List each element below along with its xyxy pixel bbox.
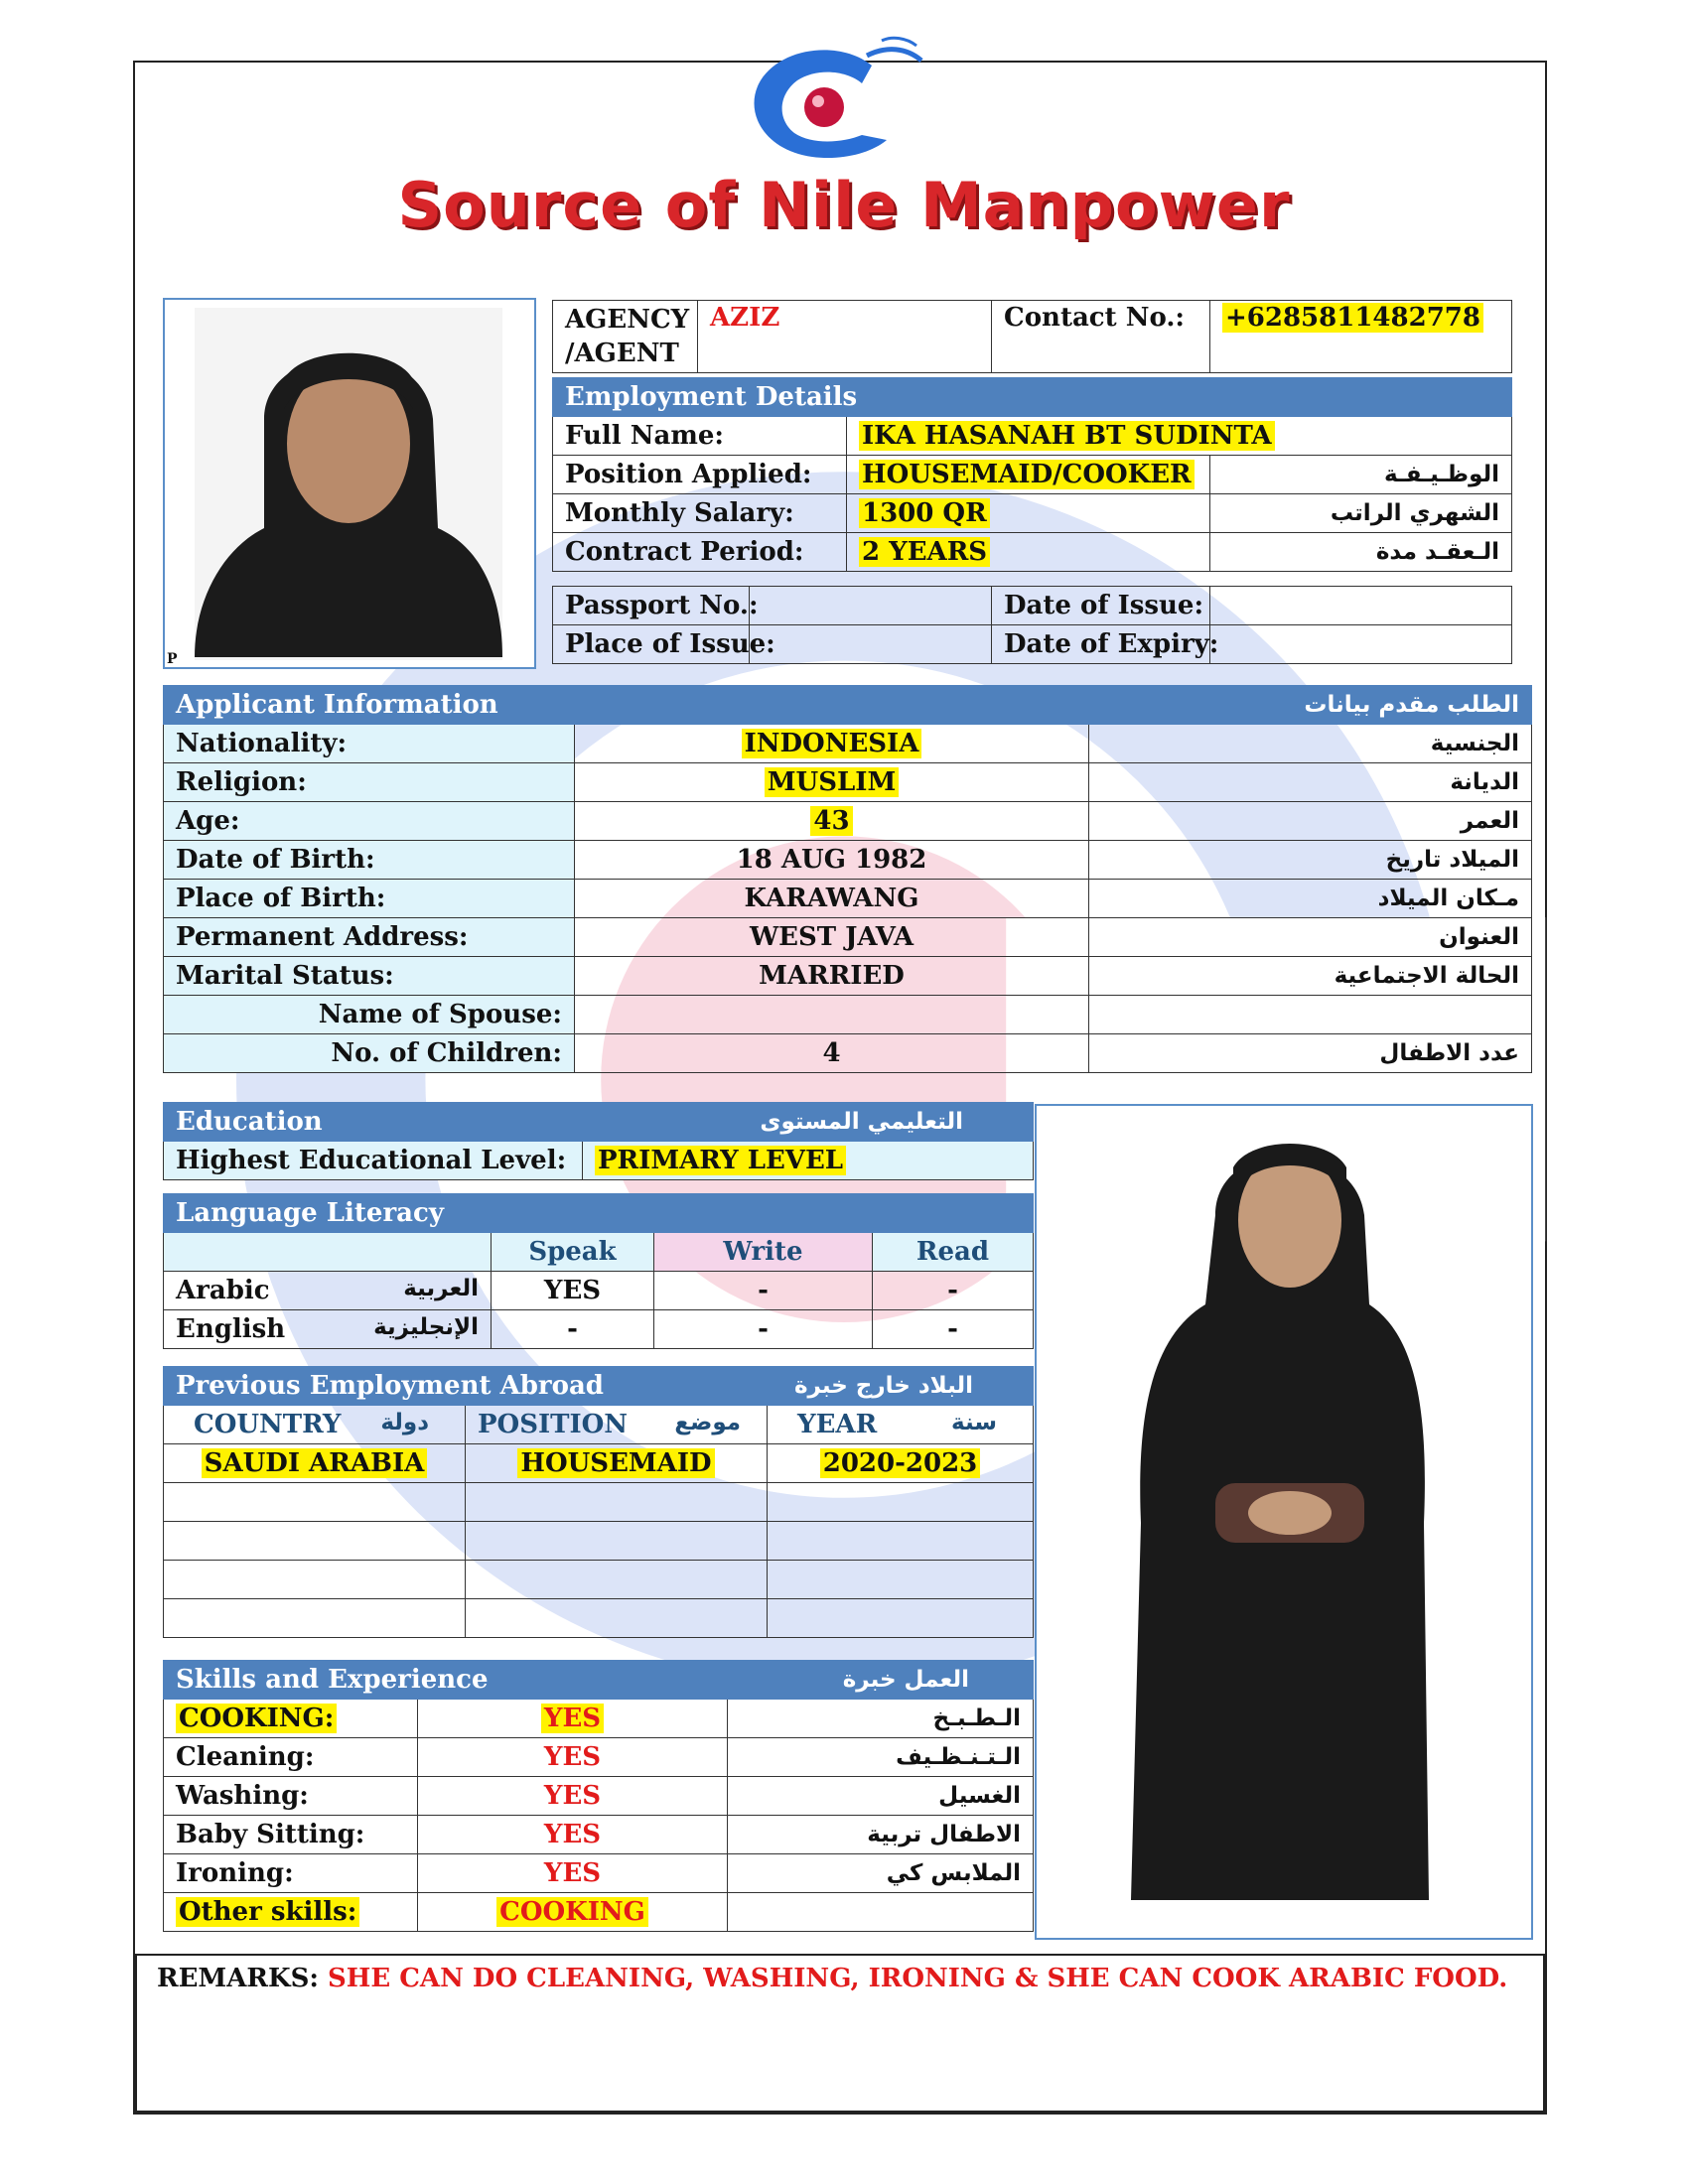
applicant-row (164, 763, 1532, 802)
position-value: HOUSEMAID/COOKER (847, 456, 1210, 494)
place-issue-label: Place of Issue: (553, 625, 750, 664)
language-write: - (654, 1272, 873, 1310)
applicant-arabic: مـكان الميلاد (1089, 880, 1532, 918)
brand-title: Source of Nile Manpower (397, 169, 1291, 241)
remarks-text: SHE CAN DO CLEANING, WASHING, IRONING & SHE CAN COOK ARABIC FOOD. (328, 1964, 1508, 1993)
skill-row (164, 1738, 1034, 1777)
contract-value: 2 YEARS (847, 533, 1210, 572)
contract-arabic: الـعقـد مدة (1210, 533, 1512, 572)
skills-header-arabic: العمل خبرة (728, 1661, 1034, 1700)
skill-label: Baby Sitting: (164, 1816, 418, 1854)
language-read: - (873, 1310, 1034, 1349)
skill-value: YES (418, 1854, 728, 1893)
language-write: - (654, 1310, 873, 1349)
previous-employment-table (163, 1366, 1034, 1638)
col-country: COUNTRY دولة (164, 1406, 466, 1444)
col-speak: Speak (492, 1233, 654, 1272)
language-name: English الإنجليزية (164, 1310, 492, 1349)
education-header-arabic: التعليمي المستوى (583, 1103, 1034, 1142)
applicant-value: MUSLIM (575, 763, 1089, 802)
previous-row (164, 1444, 1034, 1483)
remarks-label: REMARKS: (157, 1964, 319, 1993)
agency-table (552, 300, 1512, 373)
applicant-value: KARAWANG (575, 880, 1089, 918)
expiry-value (1210, 625, 1512, 664)
language-speak: - (492, 1310, 654, 1349)
person-full-body-icon (1037, 1106, 1531, 1938)
applicant-value (575, 996, 1089, 1034)
previous-year (768, 1483, 1034, 1522)
applicant-value: WEST JAVA (575, 918, 1089, 957)
col-write: Write (654, 1233, 873, 1272)
education-level-label: Highest Educational Level: (164, 1142, 583, 1180)
previous-position (466, 1561, 768, 1599)
place-issue-value (750, 625, 992, 664)
language-row (164, 1272, 1034, 1310)
previous-row (164, 1522, 1034, 1561)
skill-value: YES (418, 1700, 728, 1738)
skill-arabic: الـطـبـخ (728, 1700, 1034, 1738)
full-name-value: IKA HASANAH BT SUDINTA (847, 417, 1512, 456)
applicant-label: Marital Status: (164, 957, 575, 996)
applicant-arabic: عدد الاطفال (1089, 1034, 1532, 1073)
skill-value: YES (418, 1738, 728, 1777)
passport-no-value (750, 587, 992, 625)
education-header: Education (164, 1103, 583, 1142)
applicant-photo-small (163, 298, 536, 669)
previous-row (164, 1599, 1034, 1638)
skill-value: COOKING (418, 1893, 728, 1932)
applicant-row (164, 802, 1532, 841)
skills-table (163, 1660, 1034, 1932)
applicant-arabic: الجنسية (1089, 725, 1532, 763)
applicant-label: Place of Birth: (164, 880, 575, 918)
position-label: Position Applied: (553, 456, 847, 494)
skill-row (164, 1893, 1034, 1932)
applicant-label: Age: (164, 802, 575, 841)
skill-label: COOKING: (164, 1700, 418, 1738)
applicant-label: Name of Spouse: (164, 996, 575, 1034)
applicant-arabic: الحالة الاجتماعية (1089, 957, 1532, 996)
col-year: YEAR سنة (768, 1406, 1034, 1444)
skill-arabic: الملابس كي (728, 1854, 1034, 1893)
applicant-arabic: الديانة (1089, 763, 1532, 802)
language-table (163, 1193, 1034, 1349)
employment-header: Employment Details (553, 378, 1512, 417)
applicant-arabic: الميلاد تاريخ (1089, 841, 1532, 880)
issue-date-value (1210, 587, 1512, 625)
language-name: Arabic العربية (164, 1272, 492, 1310)
skill-label: Washing: (164, 1777, 418, 1816)
skill-arabic: الغسيل (728, 1777, 1034, 1816)
applicant-value: 43 (575, 802, 1089, 841)
previous-year (768, 1561, 1034, 1599)
applicant-label: Religion: (164, 763, 575, 802)
previous-country (164, 1522, 466, 1561)
passport-table (552, 586, 1512, 664)
skill-arabic: الاطفال تربية (728, 1816, 1034, 1854)
applicant-row (164, 880, 1532, 918)
applicant-label: Date of Birth: (164, 841, 575, 880)
contact-label: Contact No.: (992, 301, 1210, 373)
skill-row (164, 1854, 1034, 1893)
previous-year (768, 1599, 1034, 1638)
skill-label: Ironing: (164, 1854, 418, 1893)
education-level-value: PRIMARY LEVEL (583, 1142, 1034, 1180)
skill-row (164, 1777, 1034, 1816)
applicant-arabic: العنوان (1089, 918, 1532, 957)
language-row (164, 1310, 1034, 1349)
previous-year (768, 1522, 1034, 1561)
previous-position (466, 1522, 768, 1561)
education-table (163, 1102, 1034, 1180)
skill-label: Cleaning: (164, 1738, 418, 1777)
previous-year: 2020-2023 (768, 1444, 1034, 1483)
contract-label: Contract Period: (553, 533, 847, 572)
applicant-row (164, 1034, 1532, 1073)
previous-position (466, 1599, 768, 1638)
previous-row (164, 1483, 1034, 1522)
applicant-header: Applicant Information (164, 686, 1089, 725)
agency-label: AGENCY /AGENT (553, 301, 698, 373)
language-read: - (873, 1272, 1034, 1310)
applicant-row (164, 918, 1532, 957)
photo-caption: P (167, 651, 178, 667)
skill-row (164, 1700, 1034, 1738)
skill-arabic (728, 1893, 1034, 1932)
previous-header: Previous Employment Abroad (164, 1367, 768, 1406)
contact-value: +6285811482778 (1210, 301, 1512, 373)
previous-header-arabic: البلاد خارج خبرة (768, 1367, 1034, 1406)
previous-position (466, 1483, 768, 1522)
col-position: POSITION موضع (466, 1406, 768, 1444)
previous-country: SAUDI ARABIA (164, 1444, 466, 1483)
col-read: Read (873, 1233, 1034, 1272)
previous-country (164, 1561, 466, 1599)
applicant-row (164, 725, 1532, 763)
applicant-table (163, 685, 1532, 1073)
applicant-arabic (1089, 996, 1532, 1034)
applicant-value: 4 (575, 1034, 1089, 1073)
applicant-value: 18 AUG 1982 (575, 841, 1089, 880)
issue-date-label: Date of Issue: (992, 587, 1210, 625)
applicant-row (164, 841, 1532, 880)
applicant-photo-full (1035, 1104, 1533, 1940)
expiry-label: Date of Expiry: (992, 625, 1210, 664)
previous-country (164, 1483, 466, 1522)
skill-row (164, 1816, 1034, 1854)
applicant-label: No. of Children: (164, 1034, 575, 1073)
skills-header: Skills and Experience (164, 1661, 728, 1700)
applicant-row (164, 996, 1532, 1034)
salary-label: Monthly Salary: (553, 494, 847, 533)
previous-row (164, 1561, 1034, 1599)
salary-value: 1300 QR (847, 494, 1210, 533)
skill-value: YES (418, 1777, 728, 1816)
applicant-value: INDONESIA (575, 725, 1089, 763)
skill-arabic: الـتـنـظـيف (728, 1738, 1034, 1777)
applicant-row (164, 957, 1532, 996)
employment-table (552, 377, 1512, 572)
applicant-label: Permanent Address: (164, 918, 575, 957)
agency-value: AZIZ (698, 301, 992, 373)
previous-position: HOUSEMAID (466, 1444, 768, 1483)
nile-logo-icon (723, 36, 941, 165)
person-portrait-icon (165, 300, 534, 667)
salary-arabic: الشهري الراتب (1210, 494, 1512, 533)
passport-no-label: Passport No.: (553, 587, 750, 625)
applicant-header-arabic: الطلب مقدم بيانات (1089, 686, 1532, 725)
language-header: Language Literacy (164, 1194, 1034, 1233)
applicant-value: MARRIED (575, 957, 1089, 996)
full-name-label: Full Name: (553, 417, 847, 456)
language-speak: YES (492, 1272, 654, 1310)
position-arabic: الوظـيـفـة (1210, 456, 1512, 494)
remarks-box (135, 1954, 1545, 2113)
applicant-label: Nationality: (164, 725, 575, 763)
skill-label: Other skills: (164, 1893, 418, 1932)
skill-value: YES (418, 1816, 728, 1854)
previous-country (164, 1599, 466, 1638)
applicant-arabic: العمر (1089, 802, 1532, 841)
